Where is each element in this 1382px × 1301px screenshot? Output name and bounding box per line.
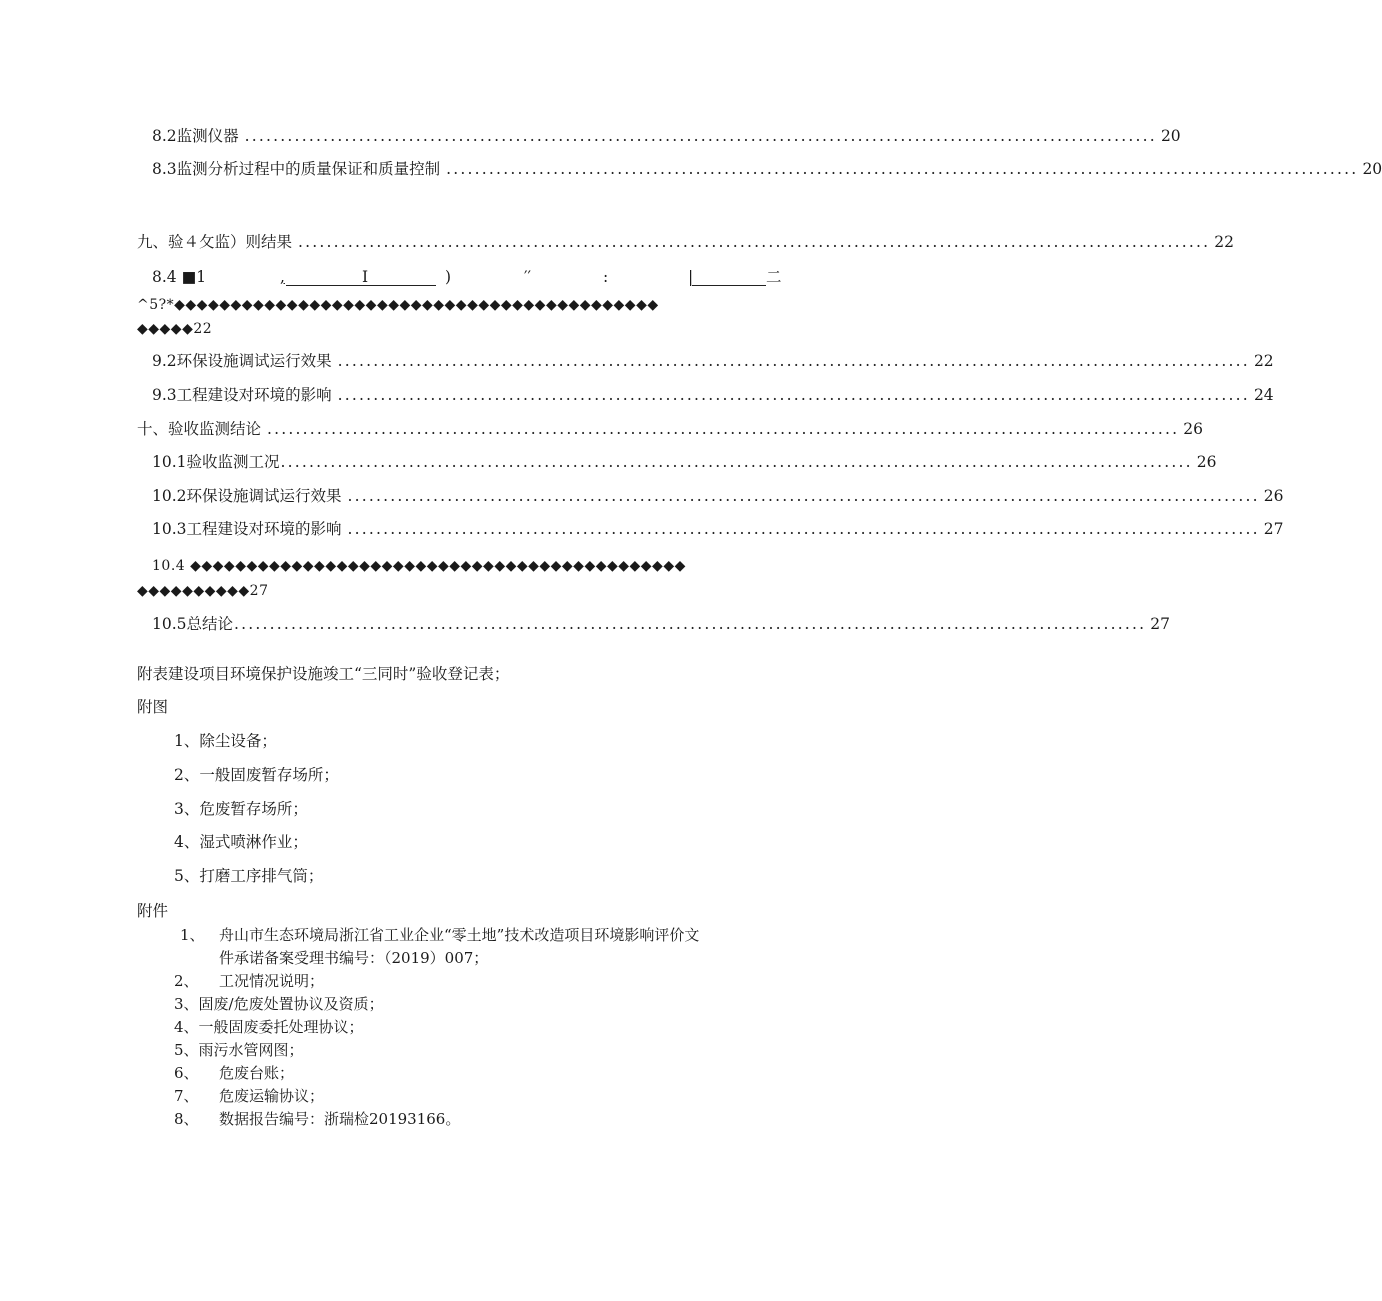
toc-number: 8.2	[152, 127, 177, 145]
attachment-text: 舟山市生态环境局浙江省工业企业“零土地”技术改造项目环境影响评价文	[219, 926, 700, 944]
toc-title: 监测分析过程中的质量保证和质量控制	[176, 160, 441, 178]
toc-entry-10-3[interactable]	[152, 519, 1284, 539]
attachment-text-cont: 件承诺备案受理书编号：（2019）007；	[219, 949, 489, 967]
toc-garbled-line	[137, 294, 659, 315]
figure-item: 1、除尘设备；	[174, 732, 277, 750]
toc-title: 环保设施调试运行效果	[176, 352, 332, 370]
toc-garbled-line	[152, 555, 686, 576]
toc-garbled-line	[137, 318, 212, 339]
toc-leader: ................................................................................................................................	[234, 615, 1147, 633]
figure-item: 2、一般固废暂存场所；	[174, 766, 339, 784]
toc-title: 工程建设对环境的影响	[176, 386, 332, 404]
underline-rule	[286, 285, 436, 286]
figures-heading: 附图	[137, 698, 169, 716]
toc-page: 26	[1196, 453, 1217, 471]
toc-leader: ................................................................................................................................	[267, 420, 1180, 438]
toc-garbled-text: ◆◆◆◆◆◆◆◆◆◆27	[137, 583, 269, 599]
toc-leader: ................................................................................................................................	[337, 352, 1250, 370]
toc-garbled-fragment: ,	[280, 268, 285, 286]
toc-number: 8.3	[152, 160, 177, 178]
toc-entry-9[interactable]	[137, 232, 1235, 252]
toc-entry-10[interactable]	[137, 419, 1204, 439]
figure-item: 4、湿式喷淋作业；	[174, 833, 308, 851]
attachment-text: 危废运输协议；	[219, 1087, 325, 1105]
toc-number: 9.2	[152, 352, 177, 370]
toc-leader: ................................................................................................................................	[280, 453, 1193, 471]
toc-title: 十、验收监测结论	[137, 420, 262, 438]
toc-garbled-text: ◆◆◆◆◆22	[137, 321, 213, 337]
toc-leader: ................................................................................................................................	[347, 487, 1260, 505]
toc-garbled-fragment: 二	[766, 268, 782, 286]
toc-title: 环保设施调试运行效果	[186, 487, 342, 505]
toc-number: 9.3	[152, 386, 177, 404]
toc-number: 10.5	[152, 615, 187, 633]
toc-entry-10-1[interactable]	[152, 452, 1217, 472]
appendix-table-line: 附表建设项目环境保护设施竣工“三同时”验收登记表；	[137, 665, 510, 683]
toc-garbled-fragment: :	[603, 268, 609, 286]
figure-item: 3、危废暂存场所；	[174, 800, 308, 818]
toc-page: 27	[1150, 615, 1171, 633]
toc-entry-10-5[interactable]	[152, 614, 1171, 634]
toc-garbled-fragment: |	[688, 268, 694, 286]
attachment-number: 1、	[180, 926, 205, 944]
attachment-number: 2、	[174, 972, 199, 990]
attachments-heading: 附件	[137, 902, 169, 920]
toc-page: 22	[1253, 352, 1274, 370]
underline-rule	[692, 285, 766, 286]
toc-page: 22	[1214, 233, 1235, 251]
toc-leader: ................................................................................................................................	[446, 160, 1359, 178]
toc-entry-9-3[interactable]	[152, 385, 1274, 405]
figure-item: 5、打磨工序排气筒；	[174, 867, 324, 885]
toc-entry-8-3[interactable]	[152, 159, 1382, 179]
toc-leader: ................................................................................................................................	[337, 386, 1250, 404]
toc-number: 10.2	[152, 487, 187, 505]
attachment-item-3: 3、固废/危废处置协议及资质；	[174, 995, 384, 1013]
toc-number: 10.1	[152, 453, 187, 471]
toc-garbled-text: ^5?*◆◆◆◆◆◆◆◆◆◆◆◆◆◆◆◆◆◆◆◆◆◆◆◆◆◆◆◆◆◆◆◆◆◆◆◆◆◆◆◆◆◆◆	[137, 297, 659, 313]
toc-garbled-line	[137, 580, 268, 601]
attachment-item-4: 4、一般固废委托处理协议；	[174, 1018, 364, 1036]
attachment-number: 7、	[174, 1087, 199, 1105]
toc-garbled-fragment: I	[362, 268, 369, 286]
toc-garbled-fragment: 8.4 ■1	[152, 268, 207, 286]
toc-leader: ................................................................................................................................	[298, 233, 1211, 251]
toc-page: 20	[1362, 160, 1382, 178]
attachment-text: 数据报告编号：浙瑞检20193166。	[219, 1110, 461, 1128]
attachment-number: 8、	[174, 1110, 199, 1128]
toc-garbled-text: 10.4 ◆◆◆◆◆◆◆◆◆◆◆◆◆◆◆◆◆◆◆◆◆◆◆◆◆◆◆◆◆◆◆◆◆◆◆◆◆◆◆◆◆◆◆◆	[152, 558, 686, 574]
toc-page: 27	[1263, 520, 1284, 538]
toc-number: 10.3	[152, 520, 187, 538]
toc-entry-10-2[interactable]	[152, 486, 1284, 506]
attachment-text: 工况情况说明；	[219, 972, 325, 990]
toc-page: 20	[1160, 127, 1181, 145]
toc-garbled-fragment: )	[445, 268, 452, 286]
toc-title: 验收监测工况	[186, 453, 280, 471]
attachment-item-5: 5、雨污水管网图；	[174, 1041, 304, 1059]
toc-page: 24	[1253, 386, 1274, 404]
toc-garbled-fragment: ′′	[524, 268, 532, 286]
attachment-number: 6、	[174, 1064, 199, 1082]
toc-page: 26	[1183, 420, 1204, 438]
toc-entry-9-2[interactable]	[152, 351, 1274, 371]
toc-page: 26	[1263, 487, 1284, 505]
toc-entry-8-2[interactable]	[152, 126, 1181, 146]
toc-title: 九、验４攵监）则结果	[137, 233, 293, 251]
toc-title: 监测仪器	[176, 127, 239, 145]
toc-title: 总结论	[186, 615, 234, 633]
toc-leader: ................................................................................................................................	[244, 127, 1157, 145]
toc-leader: ................................................................................................................................	[347, 520, 1260, 538]
toc-title: 工程建设对环境的影响	[186, 520, 342, 538]
attachment-text: 危废台账；	[219, 1064, 295, 1082]
